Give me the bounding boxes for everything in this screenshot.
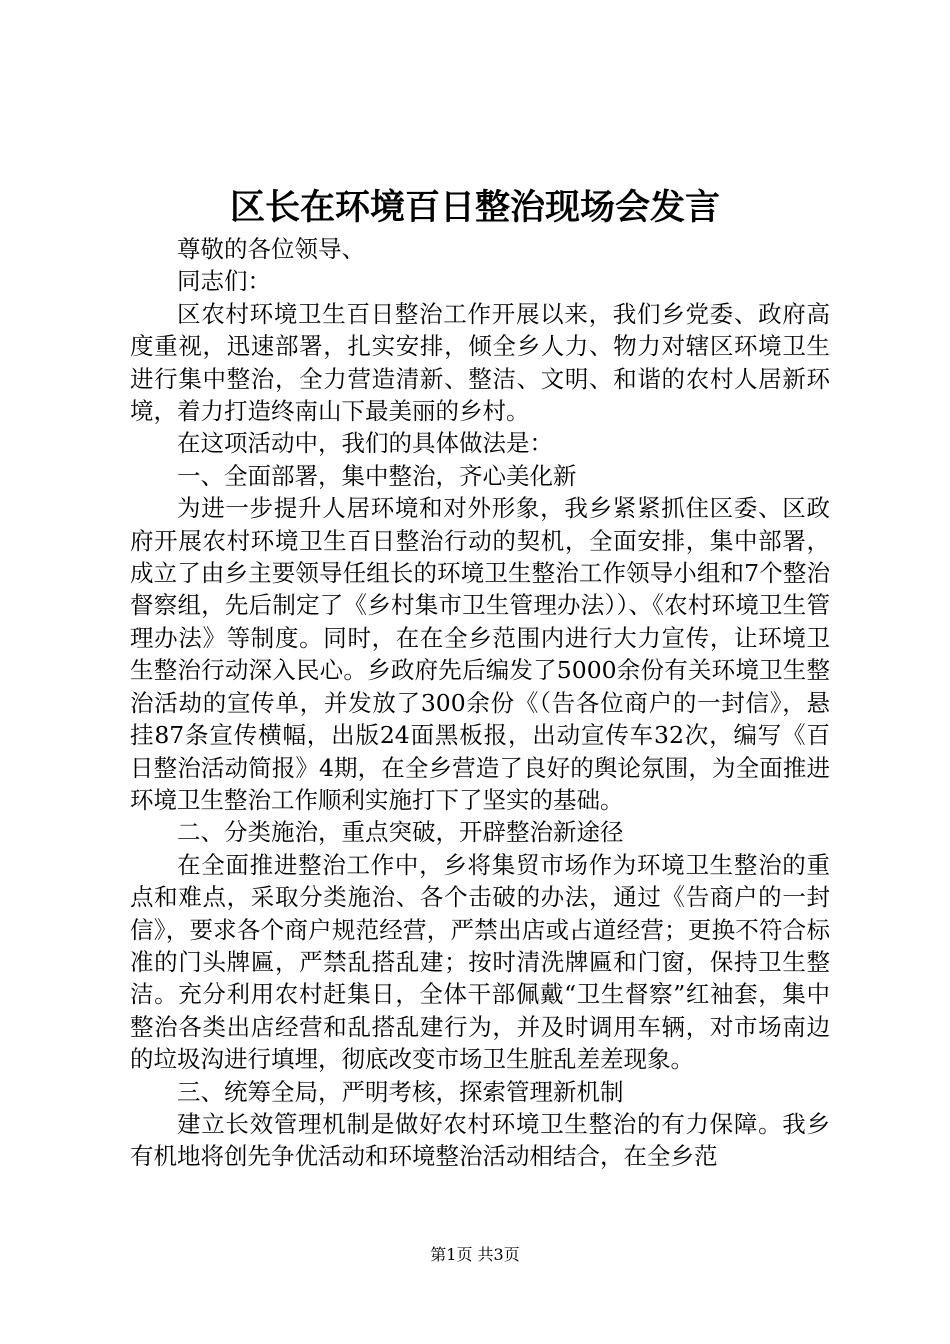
- section-heading-3: 三、统筹全局，严明考核，探索管理新机制: [177, 1077, 624, 1106]
- method-intro: 在这项活动中，我们的具体做法是：: [177, 429, 553, 458]
- document-body: [130, 233, 830, 1173]
- salutation-line-1: 尊敬的各位领导、: [177, 235, 365, 263]
- page-footer: 第1页 共3页: [430, 1245, 520, 1264]
- section-paragraph-1: 为进一步提升人居环境和对外形象，我乡紧紧抓住区委、区政府开展农村环境卫生百日整治行动的契机，全面安排，集中部署，成立了由乡主要领导任组长的环境卫生整治工作领导小组和7个整治督察组，先后制定了《乡村集市卫生管理办法））、《农村环境卫生管理办法》等制度。同时，在在全乡范围内进行大力宣传，让环境卫生整治行动深入民心。乡政府先后编发了5000余份有关环境卫生整治活劫的宣传单，并发放了300余份《（告各位商户的一封信》，悬挂87条宣传横幅，出版24面黑板报，出动宣传车32次，编写《百日整治活动简报》4期，在全乡营造了良好的舆论氛围，为全面推进环境卫生整治工作顺利实施打下了坚实的基础。: [130, 494, 830, 814]
- section-paragraph-2: 在全面推进整治工作中，乡将集贸市场作为环境卫生整治的重点和难点，采取分类施治、各个击破的办法，通过《告商户的一封信》，要求各个商户规范经营，严禁出店或占道经营；更换不符合标准的门头牌匾，严禁乱搭乱建；按时清洗牌匾和门窗，保持卫生整洁。充分利用农村赶集日，全体干部佩戴“卫生督察”红袖套，集中整治各类出店经营和乱搭乱建行为，并及时调用车辆，对市场南边的垃圾沟进行填埋，彻底改变市场卫生脏乱差差现象。: [130, 850, 830, 1074]
- section-heading-1: 一、全面部署，集中整治，齐心美化新: [177, 461, 577, 490]
- salutation-line-2: 同志们：: [177, 267, 271, 296]
- document-title: 区长在环境百日整治现场会发言: [229, 187, 720, 228]
- intro-paragraph: 区农村环境卫生百日整治工作开展以来，我们乡党委、政府高度重视，迅速部署，扎实安排，倾全乡人力、物力对辖区环境卫生进行集中整治，全力营造清新、整洁、文明、和谐的农村人居新环境，着力打造终南山下最美丽的乡村。: [130, 299, 830, 426]
- section-paragraph-3: 建立长效管理机制是做好农村环境卫生整治的有力保障。我乡有机地将创先争优活动和环境整治活动相结合，在全乡范: [130, 1109, 830, 1171]
- section-heading-2: 二、分类施治，重点突破，开辟整治新途径: [177, 818, 624, 847]
